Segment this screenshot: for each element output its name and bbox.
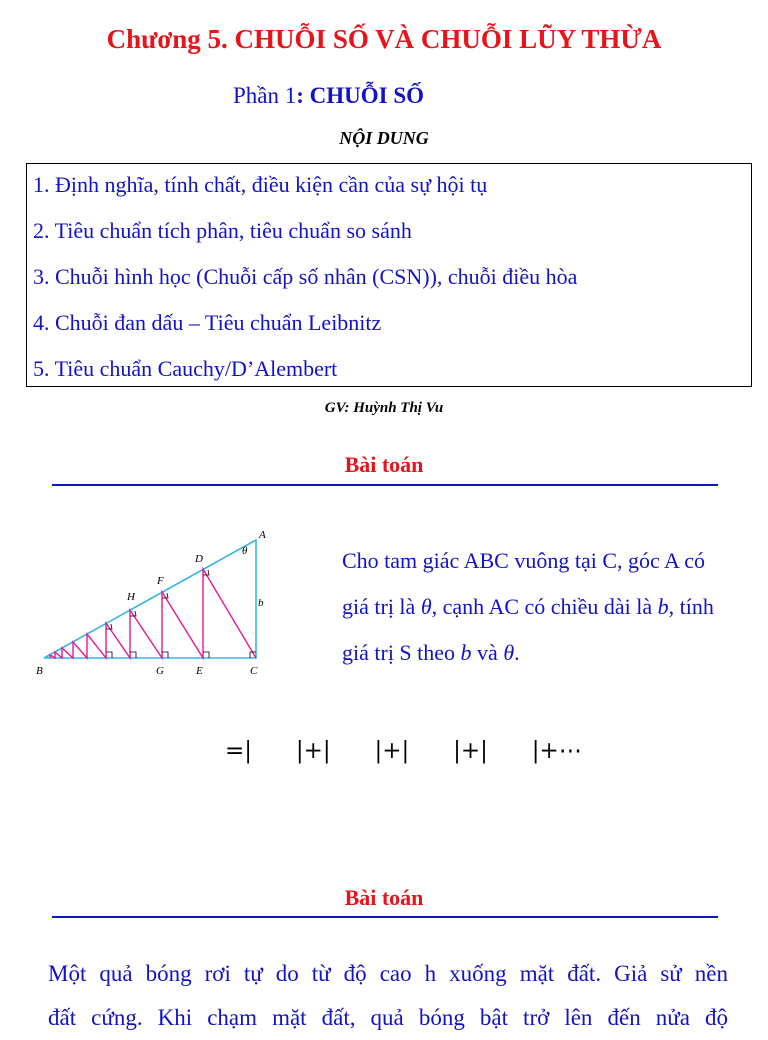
problem-1-b: b — [657, 594, 669, 619]
label-c: C — [250, 665, 258, 677]
problem-2-line-2: đất cứng. Khi chạm mặt đất, quả bóng bật trở lên đến nửa độ — [48, 1005, 728, 1030]
section-title-1: Bài toán — [344, 452, 424, 477]
part-heading — [233, 83, 424, 109]
label-b: B — [36, 665, 43, 677]
problem-2-line-1: Một quả bóng rơi tự do từ độ cao h xuống mặt đất. Giả sử nền — [48, 961, 728, 986]
problem-1-part-1: Cho tam giác ABC vuông tại C, góc A có giá trị là — [342, 548, 705, 619]
problem-1-part-3: , tính giá trị S theo — [342, 594, 714, 665]
problem-1-b-2: b — [460, 640, 472, 665]
section-title-2: Bài toán — [344, 885, 424, 910]
problem-1-theta-2: θ — [503, 640, 515, 665]
label-f: F — [157, 575, 164, 587]
right-angle-marks — [106, 570, 256, 658]
series-formula — [225, 738, 582, 764]
toc-item-1: 1. Định nghĩa, tính chất, điều kiện cần của sự hội tụ — [33, 172, 488, 197]
formula-text: =| |+| |+| |+| |+⋯ — [225, 738, 582, 764]
toc-item-3: 3. Chuỗi hình học (Chuỗi cấp số nhân (CSN)), chuỗi điều hòa — [33, 264, 578, 289]
part-title: : CHUỖI SỐ — [296, 83, 425, 108]
part-prefix: Phần 1 — [233, 83, 297, 108]
toc-item-4: 4. Chuỗi đan dấu – Tiêu chuẩn Leibnitz — [33, 310, 382, 335]
section-rule-2 — [52, 916, 718, 918]
label-theta: θ — [242, 545, 248, 557]
section-rule-1 — [52, 484, 718, 486]
teacher-name: GV: Huỳnh Thị Vu — [324, 400, 444, 416]
chapter-title: Chương 5. CHUỖI SỐ VÀ CHUỖI LŨY THỪA — [106, 24, 662, 54]
table-of-contents — [26, 163, 752, 387]
label-d: D — [195, 553, 203, 565]
contents-heading: NỘI DUNG — [339, 128, 429, 148]
label-a: A — [259, 529, 266, 541]
label-g: G — [156, 665, 164, 677]
problem-1-theta: θ — [420, 594, 432, 619]
problem-1-part-4: và — [471, 640, 504, 665]
toc-item-5: 5. Tiêu chuẩn Cauchy/D’Alembert — [33, 356, 338, 381]
problem-1-part-2: , cạnh AC có chiều dài là — [431, 594, 658, 619]
triangle-figure — [36, 524, 276, 684]
problem-1-text — [342, 538, 732, 676]
zigzag-lines — [50, 569, 256, 658]
problem-2-text — [48, 952, 728, 1040]
label-b-side: b — [258, 597, 264, 609]
label-h: H — [127, 591, 135, 603]
problem-1-part-5: . — [514, 640, 520, 665]
toc-item-2: 2. Tiêu chuẩn tích phân, tiêu chuẩn so sánh — [33, 218, 412, 243]
label-e: E — [196, 665, 203, 677]
